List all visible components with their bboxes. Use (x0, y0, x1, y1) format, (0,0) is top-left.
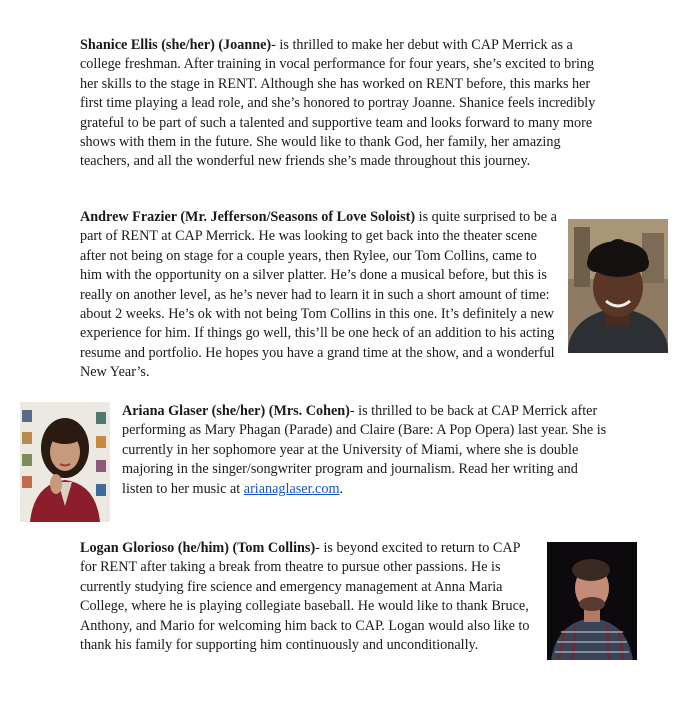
headshot-logan-glorioso (547, 542, 637, 660)
bio-name: Ariana Glaser (she/her) (Mrs. Cohen) (122, 403, 350, 419)
bio-text: - is thrilled to make her debut with CAP Merrick as a college freshman. After training in vocal performance for four years, she’s excited to bring her skills to the stage in RENT. Although she has worked on RENT before, this marks her first time playing a lead role, and she’s honored to portray Joanne. Shanice feels incredibly grateful to be part of such a talented and supportive team and looks forward to many more shows with them in the future. She would like to thank God, her family, her amazing teachers, and all the wonderful new friends she’s made throughout this journey. (80, 37, 596, 170)
bio-name: Logan Glorioso (he/him) (Tom Collins) (80, 540, 316, 556)
bio-name: Shanice Ellis (she/her) (Joanne) (80, 37, 272, 53)
bio-shanice-ellis (80, 36, 608, 172)
bio-text: is quite surprised to be a part of RENT at CAP Merrick. He was looking to get back into the theater scene after not being on stage for a couple years, then Rylee, our Tom Collins, came to him with the opportunity on a silver platter. He’s done a musical before, but this is really on another level, as he’s never had to learn it in such a short amount of time: about 2 weeks. He’s ok with not being Tom Collins in this one. It’s definitely a new experience for him. If things go well, this’ll be one heck of an addition to his acting resume and portfolio. He hopes you have a grand time at the show, and a wonderful New Year’s. (80, 209, 557, 381)
headshot-andrew-frazier (568, 219, 668, 353)
bio-text: - is beyond excited to return to CAP for RENT after taking a break from theatre to pursue other passions. He is currently studying fire science and emergency management at Anna Maria College, where he is playing collegiate baseball. He would like to thank Bruce, Anthony, and Mario for welcoming him back to CAP. Logan would also like to thank his family for supporting him continuously and unconditionally. (80, 540, 530, 654)
bio-name: Andrew Frazier (Mr. Jefferson/Seasons of Love Soloist) (80, 209, 416, 225)
website-link[interactable]: arianaglaser.com (243, 480, 340, 497)
bio-ariana-glaser (122, 402, 610, 499)
bio-andrew-frazier (80, 208, 558, 383)
bio-text: - is thrilled to be back at CAP Merrick after performing as Mary Phagan (Parade) and Claire (Bare: A Pop Opera) last year. She is currently in her sophomore year at the University of Miami, where she is double majoring in the singer/songwriter program and journalism. Read her writing and listen to her music at (122, 403, 607, 497)
bio-text-end: . (339, 480, 344, 497)
headshot-ariana-glaser (20, 402, 110, 522)
bio-logan-glorioso (80, 539, 540, 655)
